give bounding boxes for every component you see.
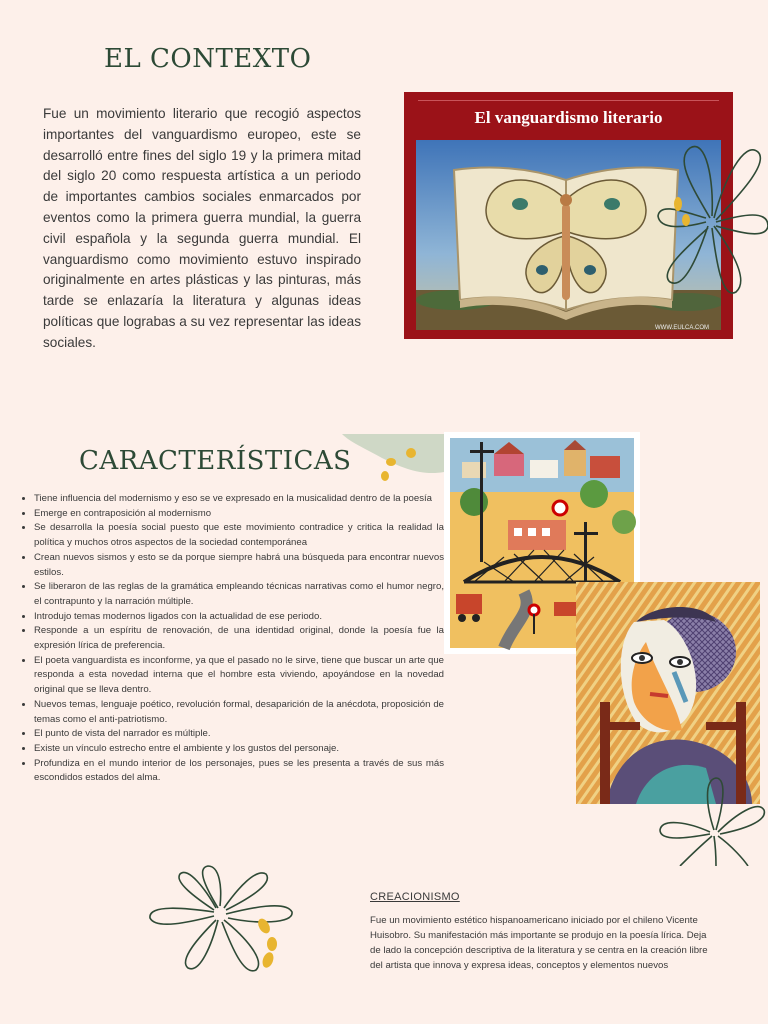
list-item: • Introdujo temas modernos ligados con la actualidad de ese periodo. <box>34 610 444 625</box>
section-title-caracteristicas: CARACTERÍSTICAS <box>79 446 352 476</box>
list-item: • El poeta vanguardista es inconforme, ya que el pasado no le sirve, tiene que buscar un arte que responda a esta novedad interna que el hombre esta viviendo, apoyándose en la novedad original que se lleva dentro. <box>34 654 444 698</box>
list-item: • Se desarrolla la poesía social puesto que este movimiento contradice y critica la realidad la política y muchos otros aspectos de la sociedad contemporánea <box>34 521 444 550</box>
list-item: • Tiene influencia del modernismo y eso se ve expresado en la musicalidad dentro de la poesía <box>34 492 444 507</box>
image-title: El vanguardismo literario <box>474 108 663 127</box>
section-title-contexto: EL CONTEXTO <box>104 44 312 74</box>
list-item: • Existe un vínculo estrecho entre el ambiente y los gustos del personaje. <box>34 742 444 757</box>
decorative-flower-outline <box>146 864 296 976</box>
list-item: • El punto de vista del narrador es múltiple. <box>34 727 444 742</box>
list-item: • Se liberaron de las reglas de la gramática empleando técnicas narrativas como el humor negro, el contrapunto y la narración múltiple. <box>34 580 444 609</box>
list-item: • Emerge en contraposición al modernismo <box>34 507 444 522</box>
decorative-blob <box>342 432 446 492</box>
creacionismo-heading: CREACIONISMO <box>370 891 460 903</box>
list-item: • Profundiza en el mundo interior de los personajes, pues se les presenta a través de sus más escondidos estados del alma. <box>34 757 444 786</box>
creacionismo-paragraph: Fue un movimiento estético hispanoamericano iniciado por el chileno Vicente Huisobro. Su manifestación más importante se produjo en la poesía lírica. Deja de lado la concepción descriptiva de la literatura y se centra en la creación libre del artista que innova y expresa ideas, conceptos y elementos nuevos <box>370 915 708 971</box>
list-item: • Nuevos temas, lenguaje poético, revolución formal, desaparición de la anécdota, proposición de temas como el anti-patriotismo. <box>34 698 444 727</box>
list-item: • Responde a un espíritu de renovación, de una identidad original, donde la poesía fue la expresión lírica de preferencia. <box>34 624 444 653</box>
decorative-flower-outline <box>654 130 768 306</box>
list-item: • Crean nuevos sismos y esto se da porque siempre habrá una búsqueda para encontrar nuevos estilos. <box>34 551 444 580</box>
image-watermark: WWW.EULCA.COM <box>655 325 709 331</box>
decorative-flower-outline <box>654 770 768 866</box>
characteristics-list <box>22 492 444 786</box>
context-paragraph: Fue un movimiento literario que recogió aspectos importantes del vanguardismo europeo, este se desarrolló entre fines del siglo 19 y la primera mitad del siglo 20 como respuesta artística a un periodo de importantes cambios sociales enmarcados por eventos como la primera guerra mundial, la guerra civil española y la segunda guerra mundial. El vanguardismo como movimiento estuvo inspirado originalmente en artes plásticas y las pinturas, más tarde se enlazaría la literatura y algunas ideas políticas que lograbas a su vez representar las ideas sociales. <box>43 106 361 350</box>
